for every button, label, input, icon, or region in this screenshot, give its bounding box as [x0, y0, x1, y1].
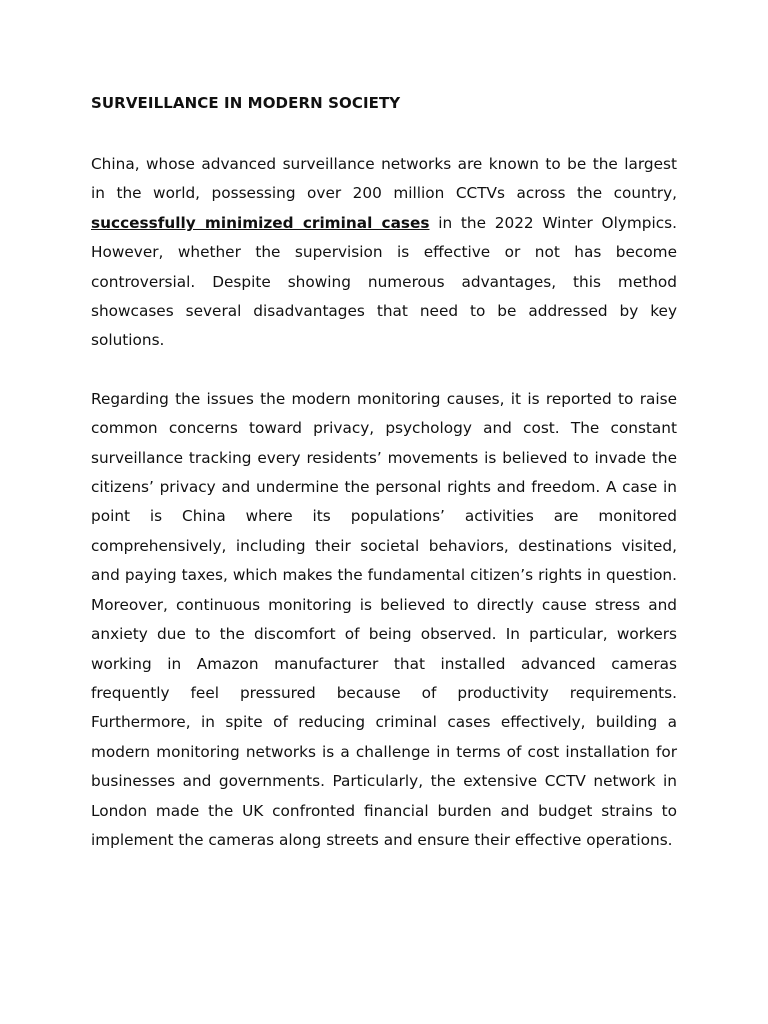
- document-title: SURVEILLANCE IN MODERN SOCIETY: [91, 94, 401, 112]
- paragraph-intro-text-end: in the 2022 Winter Olympics. However, whether the supervision is effective or not has become controversial. Despite showing numerous advantages, this method showcases several disadvantages that need to be addressed by key solutions.: [91, 213, 678, 350]
- paragraph-issues: Regarding the issues the modern monitoring causes, it is reported to raise common concerns toward privacy, psychology and cost. The constant surveillance tracking every residents’ movements is believed to invade the citizens’ privacy and undermine the personal rights and freedom. A case in point is China where its populations’ activities are monitored comprehensively, including their societal behaviors, destinations visited, and paying taxes, which makes the fundamental citizen’s rights in question. Moreover, continuous monitoring is believed to directly cause stress and anxiety due to the discomfort of being observed. In particular, workers working in Amazon manufacturer that installed advanced cameras frequently feel pressured because of productivity requirements. Furthermore, in spite of reducing criminal cases effectively, building a modern monitoring networks is a challenge in terms of cost installation for businesses and governments. Particularly, the extensive CCTV network in London made the UK confronted financial burden and budget strains to implement the cameras along streets and ensure their effective operations.: [91, 389, 677, 849]
- paragraph-intro-text-start: China, whose advanced surveillance networks are known to be the largest in the world, possessing over 200 million CCTVs across the country,: [91, 155, 677, 203]
- emphasized-phrase: successfully minimized criminal cases: [91, 213, 430, 232]
- paragraph-intro: [91, 150, 677, 356]
- document-page: [91, 92, 677, 855]
